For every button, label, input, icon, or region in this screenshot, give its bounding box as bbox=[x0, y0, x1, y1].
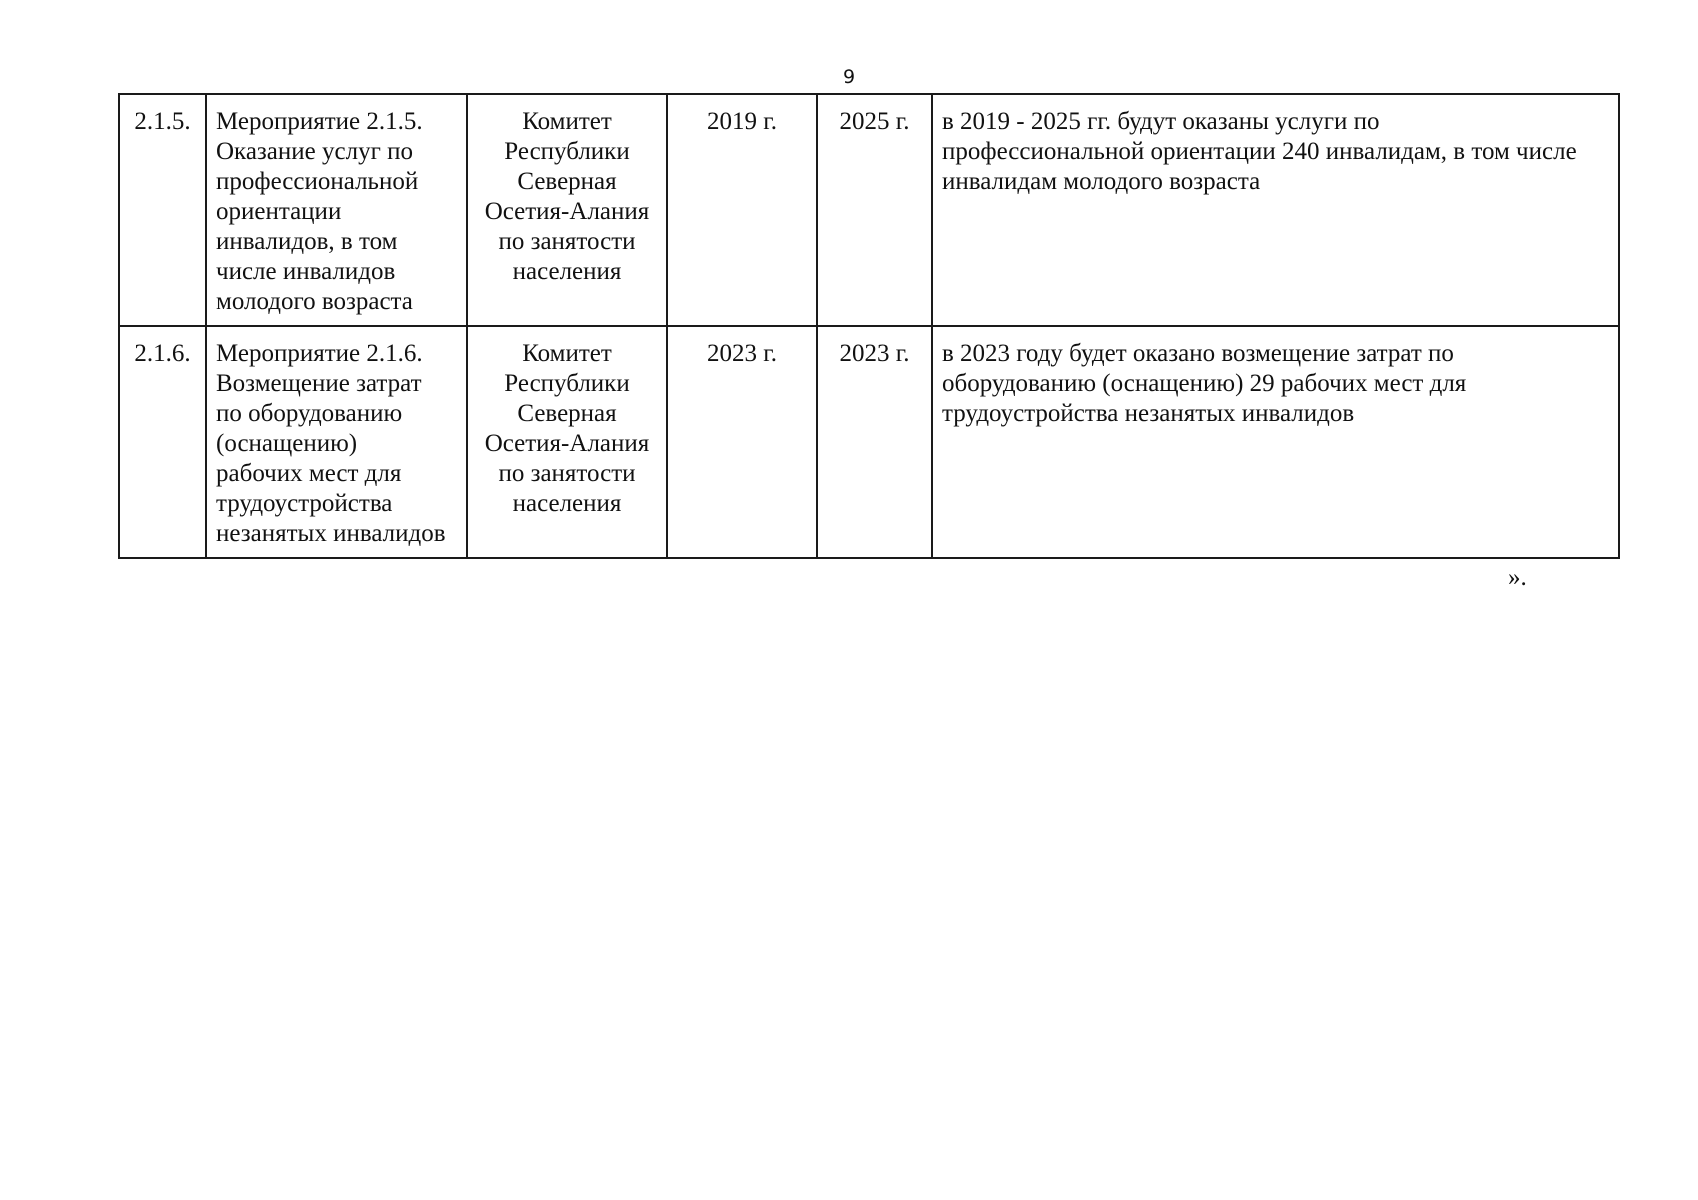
end-year-cell: 2025 г. bbox=[817, 94, 932, 326]
text-line: Оказание услуг по bbox=[216, 138, 413, 165]
text-line: по занятости bbox=[498, 228, 636, 255]
text-line: Комитет bbox=[522, 340, 612, 367]
page-number: 9 bbox=[842, 66, 856, 88]
text-line: числе инвалидов bbox=[216, 258, 396, 285]
text-line: населения bbox=[512, 490, 622, 517]
text-line: инвалидам молодого возраста bbox=[942, 168, 1261, 195]
text-line: в 2023 году будет оказано возмещение затрат по bbox=[942, 340, 1454, 367]
text-line: оборудованию (оснащению) 29 рабочих мест для bbox=[942, 370, 1467, 397]
executor-cell bbox=[467, 326, 667, 558]
end-year-cell: 2023 г. bbox=[817, 326, 932, 558]
start-year-cell: 2023 г. bbox=[667, 326, 817, 558]
text-line: в 2019 - 2025 гг. будут оказаны услуги по bbox=[942, 108, 1380, 135]
closing-quote-mark: ». bbox=[1508, 564, 1527, 591]
text-line: незанятых инвалидов bbox=[216, 520, 446, 547]
text-line: инвалидов, в том bbox=[216, 228, 398, 255]
text-line: Мероприятие 2.1.5. bbox=[216, 108, 423, 135]
text-line: (оснащению) bbox=[216, 430, 358, 457]
text-line: Комитет bbox=[522, 108, 612, 135]
table-row bbox=[119, 326, 1619, 558]
row-number-cell: 2.1.5. bbox=[119, 94, 206, 326]
text-line: трудоустройства bbox=[216, 490, 393, 517]
executor-cell bbox=[467, 94, 667, 326]
text-line: Республики bbox=[504, 138, 630, 165]
text-line: Осетия-Алания bbox=[484, 430, 650, 457]
start-year-cell: 2019 г. bbox=[667, 94, 817, 326]
text-line: по занятости bbox=[498, 460, 636, 487]
text-line: ориентации bbox=[216, 198, 342, 225]
text-line: трудоустройства незанятых инвалидов bbox=[942, 400, 1355, 427]
row-number-cell: 2.1.6. bbox=[119, 326, 206, 558]
text-line: рабочих мест для bbox=[216, 460, 402, 487]
text-line: молодого возраста bbox=[216, 288, 413, 315]
text-line: Осетия-Алания bbox=[484, 198, 650, 225]
text-line: Возмещение затрат bbox=[216, 370, 422, 397]
text-line: Северная bbox=[517, 168, 617, 195]
text-line: Северная bbox=[517, 400, 617, 427]
text-line: по оборудованию bbox=[216, 400, 403, 427]
result-cell bbox=[932, 326, 1619, 558]
text-line: профессиональной ориентации 240 инвалидам, в том числе bbox=[942, 138, 1577, 165]
measure-name-cell bbox=[206, 94, 467, 326]
text-line: населения bbox=[512, 258, 622, 285]
text-line: Мероприятие 2.1.6. bbox=[216, 340, 423, 367]
text-line: профессиональной bbox=[216, 168, 419, 195]
result-cell bbox=[932, 94, 1619, 326]
table-row bbox=[119, 94, 1619, 326]
measure-name-cell bbox=[206, 326, 467, 558]
measures-table bbox=[118, 93, 1620, 559]
text-line: Республики bbox=[504, 370, 630, 397]
